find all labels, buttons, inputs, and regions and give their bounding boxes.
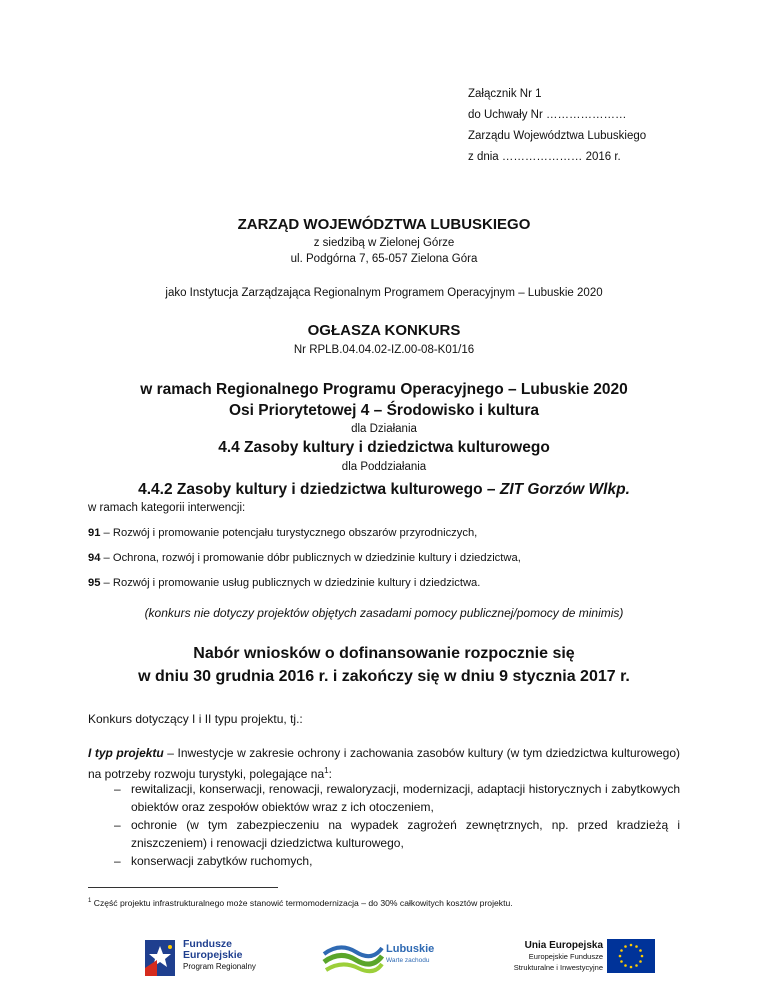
annex-line: Zarządu Województwa Lubuskiego (468, 130, 647, 142)
footnote (88, 898, 513, 908)
category-code: 95 (88, 577, 101, 589)
aid-note: (konkurs nie dotyczy projektów objętych zasadami pomocy publicznej/pomocy de minimis) (144, 606, 624, 620)
footnote-separator (88, 887, 278, 888)
fe-line1: Fundusze (183, 938, 232, 950)
eu-line1: Unia Europejska (524, 940, 603, 951)
axis-line: Osi Priorytetowej 4 – Środowisko i kultura (228, 402, 540, 419)
recruitment-line-2: w dniu 30 grudnia 2016 r. i zakończy się w dniu 9 stycznia 2017 r. (138, 668, 630, 685)
list-item (88, 852, 680, 870)
category-item (88, 546, 521, 571)
eu-line3: Strukturalne i Inwestycyjne (513, 963, 603, 972)
board-seat: z siedzibą w Zielonej Górze (313, 237, 455, 249)
program-line: w ramach Regionalnego Programu Operacyjnego – Lubuskie 2020 (140, 381, 628, 398)
dash-marker: – (114, 818, 121, 832)
category-text: – Rozwój i promowanie usług publicznych w dziedzinie kultury i dziedzictwa. (100, 577, 481, 589)
footnote-ref: 1 (324, 766, 329, 775)
contest-title: OGŁASZA KONKURS (307, 322, 461, 339)
unia-europejska-logo (503, 938, 663, 978)
categories-list (88, 521, 521, 596)
fe-star-icon (143, 938, 177, 978)
annex-line: do Uchwały Nr ………………… (468, 109, 627, 121)
annex-line: z dnia ………………… 2016 r. (468, 151, 621, 163)
eu-flag-icon (607, 939, 655, 973)
scope-text: Konkurs dotyczący I i II typu projektu, tj.: (88, 712, 303, 726)
contest-number: Nr RPLB.04.04.02-IZ.00-08-K01/16 (293, 344, 475, 356)
subaction-zit: ZIT Gorzów Wlkp. (499, 481, 630, 498)
lubuskie-waves-icon (320, 938, 384, 978)
logo-bar (0, 938, 768, 978)
footnote-text: Część projektu infrastrukturalnego może stanowić termomodernizacja – do 30% całkowitych kosztów projektu. (91, 898, 513, 908)
dash-marker: – (114, 782, 121, 796)
category-item (88, 521, 521, 546)
list-item-text: rewitalizacji, konserwacji, renowacji, rewaloryzacji, modernizacji, adaptacji historycznych i zabytkowych obiektów oraz zespołów obiektów wraz z ich otoczeniem, (131, 782, 680, 814)
fe-line3: Program Regionalny (183, 962, 256, 971)
for-action-label: dla Działania (351, 423, 417, 435)
dash-marker: – (114, 854, 121, 868)
category-code: 91 (88, 527, 101, 539)
annex-block (468, 84, 646, 168)
fe-line2: Europejskie (183, 949, 243, 961)
board-role: jako Instytucja Zarządzająca Regionalnym Programem Operacyjnym – Lubuskie 2020 (165, 287, 603, 299)
type1-after: : (328, 767, 332, 781)
footnote-mark: 1 (88, 898, 92, 905)
list-item-text: ochronie (w tym zabezpieczeniu na wypadek zagrożeń zewnętrznych, np. przed kradzieżą i zniszczeniem) i renowacji dziedzictwa kulturowego, (131, 818, 680, 850)
board-title: ZARZĄD WOJEWÓDZTWA LUBUSKIEGO (237, 216, 531, 233)
board-address: ul. Podgórna 7, 65-057 Zielona Góra (290, 253, 478, 265)
category-text: – Rozwój i promowanie potencjału turystycznego obszarów przyrodniczych, (100, 527, 478, 539)
eu-line2: Europejskie Fundusze (528, 952, 603, 961)
fundusze-europejskie-logo (143, 938, 263, 978)
action-line: 4.4 Zasoby kultury i dziedzictwa kulturowego (218, 439, 550, 456)
lubuskie-logo (320, 938, 440, 978)
subaction-text: 4.4.2 Zasoby kultury i dziedzictwa kulturowego – (138, 481, 500, 498)
subaction-line (0, 481, 768, 499)
category-item (88, 571, 521, 596)
type1-paragraph (88, 744, 680, 783)
for-subaction-label: dla Poddziałania (341, 461, 427, 473)
list-item (88, 816, 680, 852)
recruitment-line-1: Nabór wniosków o dofinansowanie rozpocznie się (193, 645, 575, 662)
category-code: 94 (88, 552, 101, 564)
category-text: – Ochrona, rozwój i promowanie dóbr publicznych w dziedzinie kultury i dziedzictwa, (100, 552, 521, 564)
categories-intro: w ramach kategorii interwencji: (88, 502, 246, 514)
type1-text: – Inwestycje w zakresie ochrony i zachowania zasobów kultury (w tym dziedzictwa kulturowego) na potrzeby rozwoju turystyki, polegające na (88, 746, 681, 781)
list-item (88, 780, 680, 816)
annex-line: Załącznik Nr 1 (468, 88, 542, 100)
lubuskie-tag: Warte zachodu (386, 957, 430, 964)
list-item-text: konserwacji zabytków ruchomych, (131, 854, 313, 868)
type1-label: I typ projektu (88, 746, 164, 760)
lubuskie-name: Lubuskie (386, 943, 435, 955)
type1-items (88, 780, 680, 870)
